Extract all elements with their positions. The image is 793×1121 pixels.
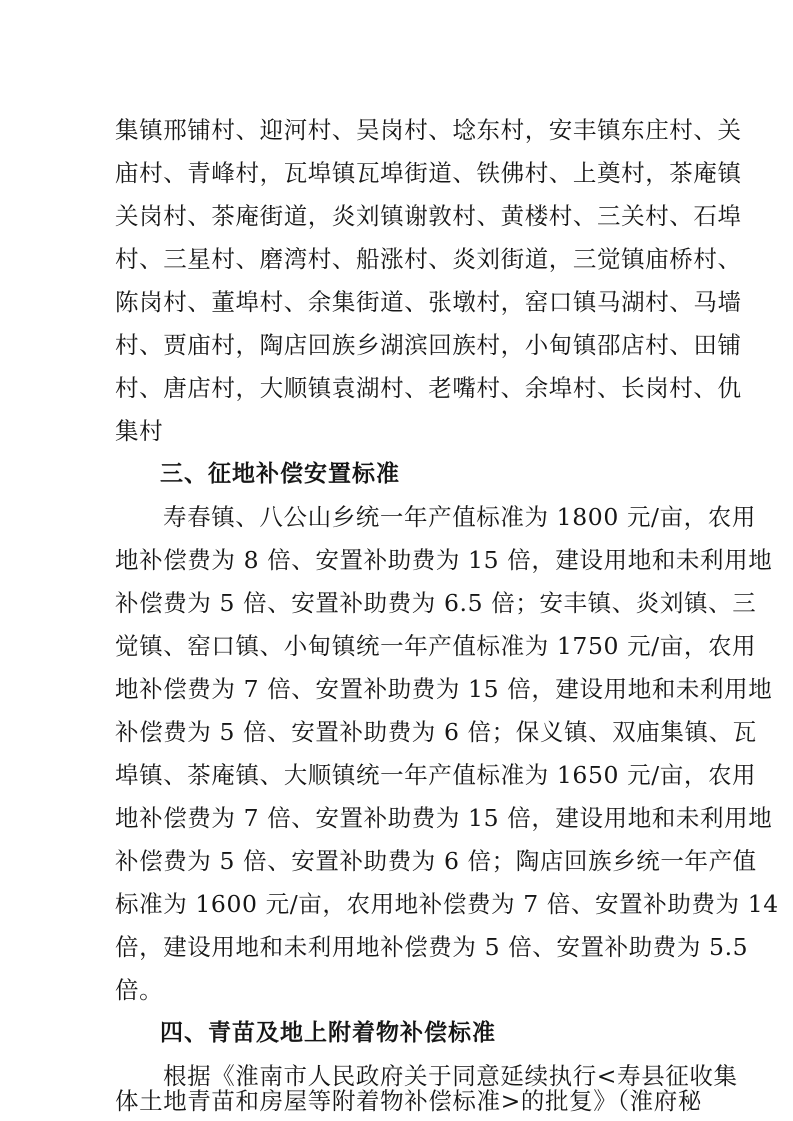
text-line: 地补偿费为 8 倍、安置补助费为 15 倍，建设用地和未利用地 xyxy=(115,546,773,574)
text-line: 集镇邢铺村、迎河村、吴岗村、埝东村，安丰镇东庄村、关 xyxy=(115,116,742,144)
text-line: 庙村、青峰村，瓦埠镇瓦埠街道、铁佛村、上奠村，茶庵镇 xyxy=(115,159,742,187)
text-line: 村、三星村、磨湾村、船涨村、炎刘街道，三觉镇庙桥村、 xyxy=(115,245,742,273)
text-line: 集村 xyxy=(115,417,164,445)
text-line: 关岗村、茶庵街道，炎刘镇谢敦村、黄楼村、三关村、石埠 xyxy=(115,202,742,230)
text-line: 地补偿费为 7 倍、安置补助费为 15 倍，建设用地和未利用地 xyxy=(115,804,773,832)
text-line: 村、唐店村，大顺镇袁湖村、老嘴村、余埠村、长岗村、仇 xyxy=(115,374,742,402)
text-line: 埠镇、茶庵镇、大顺镇统一年产值标准为 1650 元/亩，农用 xyxy=(115,761,757,789)
text-line: 觉镇、窑口镇、小甸镇统一年产值标准为 1750 元/亩，农用 xyxy=(115,632,757,660)
section-heading: 四、青苗及地上附着物补偿标准 xyxy=(160,1020,496,1046)
text-line: 倍。 xyxy=(115,976,164,1004)
text-line: 补偿费为 5 倍、安置补助费为 6.5 倍；安丰镇、炎刘镇、三 xyxy=(115,589,757,617)
text-line: 补偿费为 5 倍、安置补助费为 6 倍；陶店回族乡统一年产值 xyxy=(115,847,757,875)
text-line: 村、贾庙村，陶店回族乡湖滨回族村，小甸镇邵店村、田铺 xyxy=(115,331,742,359)
text-line: 倍，建设用地和未利用地补偿费为 5 倍、安置补助费为 5.5 xyxy=(115,933,749,961)
paragraph-first-line: 根据《淮南市人民政府关于同意延续执行<寿县征收集 xyxy=(163,1062,738,1090)
paragraph-first-line: 寿春镇、八公山乡统一年产值标准为 1800 元/亩，农用 xyxy=(163,503,756,531)
text-line: 补偿费为 5 倍、安置补助费为 6 倍；保义镇、双庙集镇、瓦 xyxy=(115,718,757,746)
text-line: 体土地青苗和房屋等附着物补偿标准>的批复》（淮府秘 xyxy=(115,1087,702,1115)
text-line: 标准为 1600 元/亩，农用地补偿费为 7 倍、安置补助费为 14 xyxy=(115,890,779,918)
text-line: 陈岗村、董埠村、余集街道、张墩村，窑口镇马湖村、马墙 xyxy=(115,288,742,316)
text-line: 地补偿费为 7 倍、安置补助费为 15 倍，建设用地和未利用地 xyxy=(115,675,773,703)
section-heading: 三、征地补偿安置标准 xyxy=(160,461,400,487)
